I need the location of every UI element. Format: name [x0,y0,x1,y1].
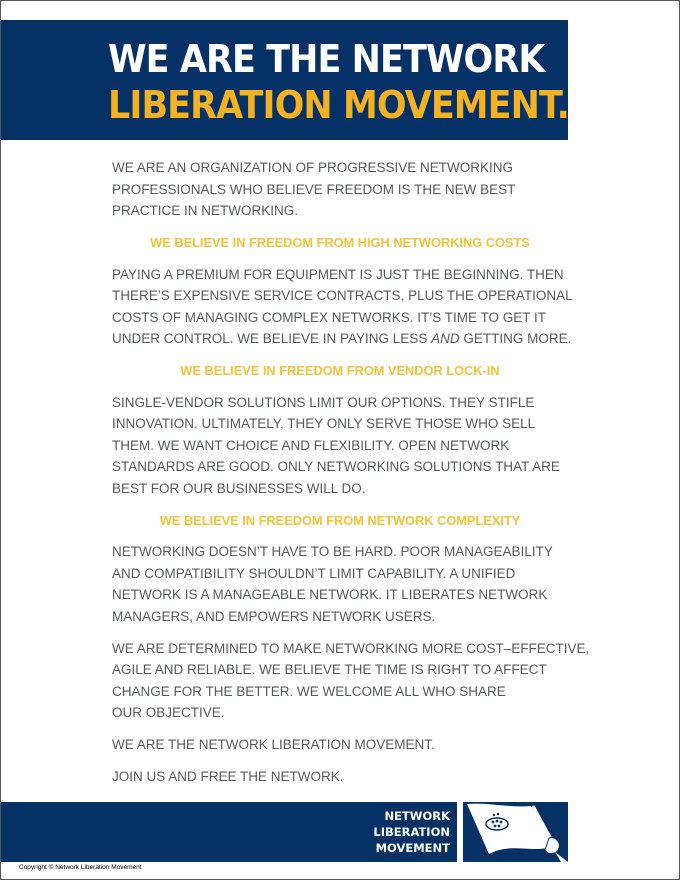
brand-line: MOVEMENT [375,841,450,855]
text-line [112,328,592,350]
text-line: NETWORKING DOESN’T HAVE TO BE HARD. POOR MANAGEABILITY [112,544,553,559]
text-line: COSTS OF MANAGING COMPLEX NETWORKS. IT’S TIME TO GET IT [112,309,547,325]
call-to-action: JOIN US AND FREE THE NETWORK. [112,769,344,784]
section-heading-complexity: WE BELIEVE IN FREEDOM FROM NETWORK COMPLEXITY [159,512,521,528]
section-heading-lock-in: WE BELIEVE IN FREEDOM FROM VENDOR LOCK-IN [180,363,500,378]
text-fragment: UNDER CONTROL. WE BELIEVE IN PAYING LESS [112,331,432,346]
headline-line-1: WE ARE THE NETWORK [108,37,545,81]
brand-line: NETWORK [384,809,450,823]
text-line: AGILE AND RELIABLE. WE BELIEVE THE TIME IS RIGHT TO AFFECT [112,662,547,677]
text-line: CHANGE FOR THE BETTER. WE WELCOME ALL WHO SHARE [112,683,506,699]
text-line: INNOVATION. ULTIMATELY, THEY ONLY SERVE THOSE WHO SELL [112,416,536,431]
manifesto-body [112,157,592,798]
section-heading-costs: WE BELIEVE IN FREEDOM FROM HIGH NETWORKING COSTS [150,235,530,250]
logo [463,802,568,862]
headline-line-2: LIBERATION MOVEMENT. [108,83,569,127]
brand-line: LIBERATION [373,825,450,839]
costs-paragraph [112,264,592,350]
text-line: WE ARE DETERMINED TO MAKE NETWORKING MORE COST–EFFECTIVE, [112,640,590,656]
text-line: BEST FOR OUR BUSINESSES WILL DO. [112,480,366,496]
emphasis-and: AND [431,331,460,346]
text-line: PAYING A PREMIUM FOR EQUIPMENT IS JUST THE BEGINNING. THEN [112,266,564,282]
text-line: OUR OBJECTIVE. [112,705,225,720]
text-line: AND COMPATIBILITY SHOULDN’T LIMIT CAPABILITY. A UNIFIED [112,565,516,581]
closing-paragraph [112,638,592,724]
headline [108,36,569,128]
copyright-notice: Copyright © Network Liberation Movement [19,864,142,871]
lock-in-paragraph [112,392,592,500]
text-line: PRACTICE IN NETWORKING. [112,203,299,218]
footer-brand-wordmark [370,808,450,856]
text-line: STANDARDS ARE GOOD. ONLY NETWORKING SOLUTIONS THAT ARE [112,459,560,474]
text-line: NETWORK IS A MANAGEABLE NETWORK. IT LIBERATES NETWORK [112,587,548,602]
intro-paragraph [112,157,592,222]
text-line: THERE’S EXPENSIVE SERVICE CONTRACTS, PLUS THE OPERATIONAL [112,288,573,303]
text-fragment: GETTING MORE. [459,331,572,346]
text-line: SINGLE-VENDOR SOLUTIONS LIMIT OUR OPTIONS. THEY STIFLE [112,394,535,410]
text-line: MANAGERS, AND EMPOWERS NETWORK USERS. [112,608,436,624]
text-line: WE ARE AN ORGANIZATION OF PROGRESSIVE NETWORKING [112,160,514,175]
flag-icon [463,802,568,862]
text-line: PROFESSIONALS WHO BELIEVE FREEDOM IS THE NEW BEST [112,181,516,197]
text-line: THEM. WE WANT CHOICE AND FLEXIBILITY. OPEN NETWORK [112,437,510,453]
complexity-paragraph [112,541,592,627]
closing-statement: WE ARE THE NETWORK LIBERATION MOVEMENT. [112,737,435,752]
